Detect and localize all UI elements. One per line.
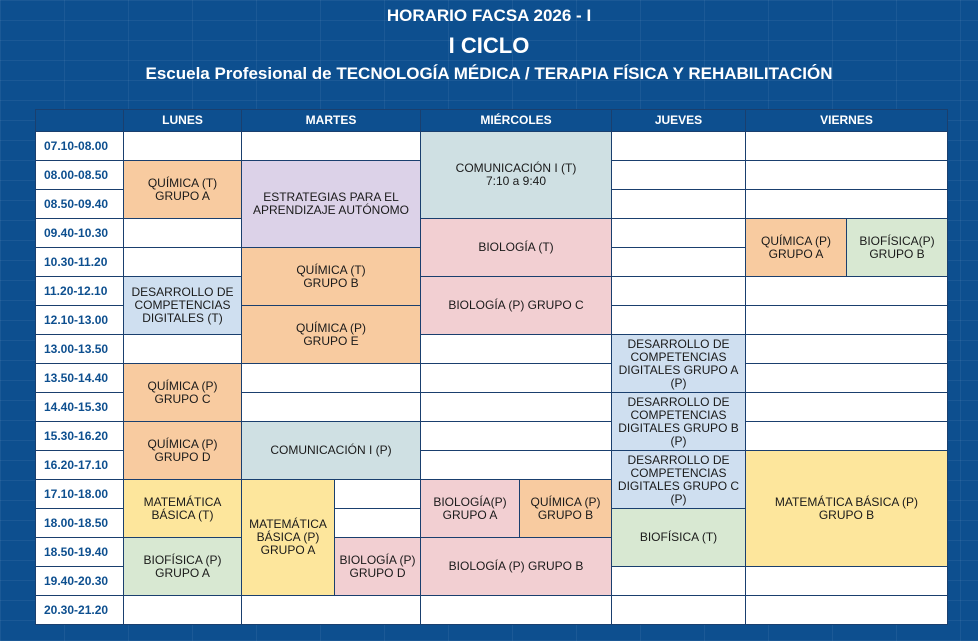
class-block[interactable] bbox=[746, 219, 847, 277]
class-block[interactable] bbox=[847, 219, 948, 277]
empty-cell bbox=[612, 248, 746, 277]
class-name: BIOLOGÍA (P) GRUPO C bbox=[448, 298, 584, 312]
time-slot: 09.40-10.30 bbox=[36, 219, 124, 248]
class-name: QUÍMICA (P) bbox=[760, 233, 831, 248]
empty-cell bbox=[242, 393, 421, 422]
empty-cell bbox=[746, 393, 948, 422]
class-name: QUÍMICA (P) bbox=[147, 378, 218, 393]
time-slot: 08.50-09.40 bbox=[36, 190, 124, 219]
class-detail: GRUPO D bbox=[349, 565, 406, 580]
class-block[interactable] bbox=[421, 277, 612, 335]
class-name: BIOLOGÍA (T) bbox=[478, 240, 554, 254]
empty-cell bbox=[421, 393, 612, 422]
class-detail: BÁSICA (T) bbox=[151, 507, 214, 522]
class-name: MATEMÁTICA BÁSICA (P) bbox=[774, 494, 919, 509]
class-block[interactable] bbox=[242, 161, 421, 248]
time-slot: 15.30-16.20 bbox=[36, 422, 124, 451]
class-detail: GRUPO A bbox=[155, 565, 210, 580]
empty-cell bbox=[124, 335, 242, 364]
class-name: BIOLOGÍA (P) bbox=[339, 552, 416, 567]
day-header-martes: MARTES bbox=[242, 110, 421, 132]
empty-cell bbox=[746, 364, 948, 393]
empty-cell bbox=[124, 596, 242, 625]
time-slot: 17.10-18.00 bbox=[36, 480, 124, 509]
empty-cell bbox=[612, 161, 746, 190]
class-name: DESARROLLO DE COMPETENCIAS DIGITALES GRUPO C (P) bbox=[617, 452, 740, 506]
empty-cell bbox=[746, 567, 948, 596]
empty-cell bbox=[421, 364, 612, 393]
class-detail: GRUPO A bbox=[768, 246, 824, 261]
class-name: QUÍMICA (T) bbox=[296, 262, 366, 277]
class-detail: GRUPO D bbox=[154, 449, 211, 464]
class-name: COMUNICACIÓN I (P) bbox=[270, 443, 392, 457]
time-slot: 10.30-11.20 bbox=[36, 248, 124, 277]
empty-cell bbox=[335, 480, 421, 509]
empty-cell bbox=[242, 132, 421, 161]
empty-cell bbox=[746, 422, 948, 451]
empty-cell bbox=[124, 248, 242, 277]
class-block[interactable] bbox=[124, 364, 242, 422]
time-slot: 20.30-21.20 bbox=[36, 596, 124, 625]
class-block[interactable] bbox=[421, 480, 520, 538]
class-block[interactable] bbox=[124, 480, 242, 538]
day-header-viernes: VIERNES bbox=[746, 110, 948, 132]
class-name: QUÍMICA (P) bbox=[295, 320, 366, 335]
empty-cell bbox=[746, 132, 948, 161]
empty-cell bbox=[421, 451, 612, 480]
time-slot: 12.10-13.00 bbox=[36, 306, 124, 335]
schedule-title: HORARIO FACSA 2026 - I bbox=[386, 6, 592, 25]
empty-cell bbox=[612, 277, 746, 306]
class-block[interactable] bbox=[242, 480, 335, 596]
class-name: MATEMÁTICA bbox=[143, 494, 222, 509]
class-name: DESARROLLO DE COMPETENCIAS DIGITALES GRUPO A (P) bbox=[618, 336, 739, 390]
class-block[interactable] bbox=[612, 335, 746, 393]
corner-header bbox=[36, 110, 124, 132]
class-block[interactable] bbox=[520, 480, 612, 538]
empty-cell bbox=[421, 596, 612, 625]
empty-cell bbox=[242, 596, 421, 625]
time-slot: 16.20-17.10 bbox=[36, 451, 124, 480]
class-detail: GRUPO A bbox=[155, 188, 210, 203]
empty-cell bbox=[612, 306, 746, 335]
time-slot: 18.50-19.40 bbox=[36, 538, 124, 567]
class-block[interactable] bbox=[421, 219, 612, 277]
empty-cell bbox=[746, 161, 948, 190]
time-slot: 07.10-08.00 bbox=[36, 132, 124, 161]
class-name: COMUNICACIÓN I (T) bbox=[455, 161, 577, 175]
class-detail: GRUPO B bbox=[869, 246, 925, 261]
time-slot: 13.50-14.40 bbox=[36, 364, 124, 393]
class-name: BIOLOGÍA (P) GRUPO B bbox=[448, 559, 584, 573]
class-name: BIOLOGÍA(P) bbox=[433, 494, 507, 509]
class-detail: GRUPO B bbox=[303, 275, 359, 290]
class-detail: GRUPO E bbox=[303, 333, 359, 348]
class-block[interactable] bbox=[335, 538, 421, 596]
class-name: BIOFÍSICA(P) bbox=[859, 233, 935, 248]
class-block[interactable] bbox=[612, 509, 746, 567]
empty-cell bbox=[335, 509, 421, 538]
time-slot: 18.00-18.50 bbox=[36, 509, 124, 538]
class-block[interactable] bbox=[124, 277, 242, 335]
day-header-lunes: LUNES bbox=[124, 110, 242, 132]
schedule-table bbox=[35, 109, 948, 625]
empty-cell bbox=[242, 364, 421, 393]
class-name: MATEMÁTICA BÁSICA (P) GRUPO A bbox=[249, 517, 327, 557]
class-block[interactable] bbox=[612, 393, 746, 451]
empty-cell bbox=[612, 219, 746, 248]
cycle-title: I CICLO bbox=[448, 33, 530, 58]
class-name: QUÍMICA (T) bbox=[147, 175, 218, 190]
empty-cell bbox=[124, 132, 242, 161]
class-detail: GRUPO A bbox=[442, 507, 498, 522]
empty-cell bbox=[421, 335, 612, 364]
empty-cell bbox=[421, 422, 612, 451]
class-block[interactable] bbox=[242, 248, 421, 306]
class-detail: GRUPO B bbox=[537, 507, 594, 522]
class-detail: 7:10 a 9:40 bbox=[485, 174, 547, 188]
class-block[interactable] bbox=[124, 161, 242, 219]
class-block[interactable] bbox=[242, 306, 421, 364]
class-block[interactable] bbox=[242, 422, 421, 480]
empty-cell bbox=[746, 277, 948, 306]
class-name: DESARROLLO DE COMPETENCIAS DIGITALES GRUPO B (P) bbox=[618, 394, 739, 448]
class-block[interactable] bbox=[612, 451, 746, 509]
empty-cell bbox=[746, 596, 948, 625]
day-header-miercoles: MIÉRCOLES bbox=[421, 110, 612, 132]
time-slot: 14.40-15.30 bbox=[36, 393, 124, 422]
time-slot: 08.00-08.50 bbox=[36, 161, 124, 190]
empty-cell bbox=[612, 567, 746, 596]
class-name: BIOFÍSICA (T) bbox=[639, 530, 718, 544]
school-title: Escuela Profesional de TECNOLOGÍA MÉDICA / TERAPIA FÍSICA Y REHABILITACIÓN bbox=[145, 64, 833, 83]
class-name: DESARROLLO DE COMPETENCIAS DIGITALES (T) bbox=[131, 285, 234, 325]
empty-cell bbox=[746, 190, 948, 219]
time-slot: 13.00-13.50 bbox=[36, 335, 124, 364]
empty-cell bbox=[746, 335, 948, 364]
class-name: ESTRATEGIAS PARA EL bbox=[263, 190, 399, 204]
empty-cell bbox=[612, 190, 746, 219]
empty-cell bbox=[746, 306, 948, 335]
empty-cell bbox=[124, 219, 242, 248]
empty-cell bbox=[612, 596, 746, 625]
class-block[interactable] bbox=[746, 451, 948, 567]
day-header-jueves: JUEVES bbox=[612, 110, 746, 132]
class-block[interactable] bbox=[421, 132, 612, 219]
class-name: BIOFÍSICA (P) bbox=[143, 552, 222, 567]
time-slot: 19.40-20.30 bbox=[36, 567, 124, 596]
class-block[interactable] bbox=[124, 422, 242, 480]
class-detail: GRUPO B bbox=[818, 507, 875, 522]
class-detail: GRUPO C bbox=[154, 391, 211, 406]
time-slot: 11.20-12.10 bbox=[36, 277, 124, 306]
class-name: QUÍMICA (P) bbox=[147, 436, 218, 451]
class-block[interactable] bbox=[124, 538, 242, 596]
class-block[interactable] bbox=[421, 538, 612, 596]
class-detail: APRENDIZAJE AUTÓNOMO bbox=[252, 203, 410, 217]
empty-cell bbox=[612, 132, 746, 161]
class-name: QUÍMICA (P) bbox=[530, 494, 601, 509]
